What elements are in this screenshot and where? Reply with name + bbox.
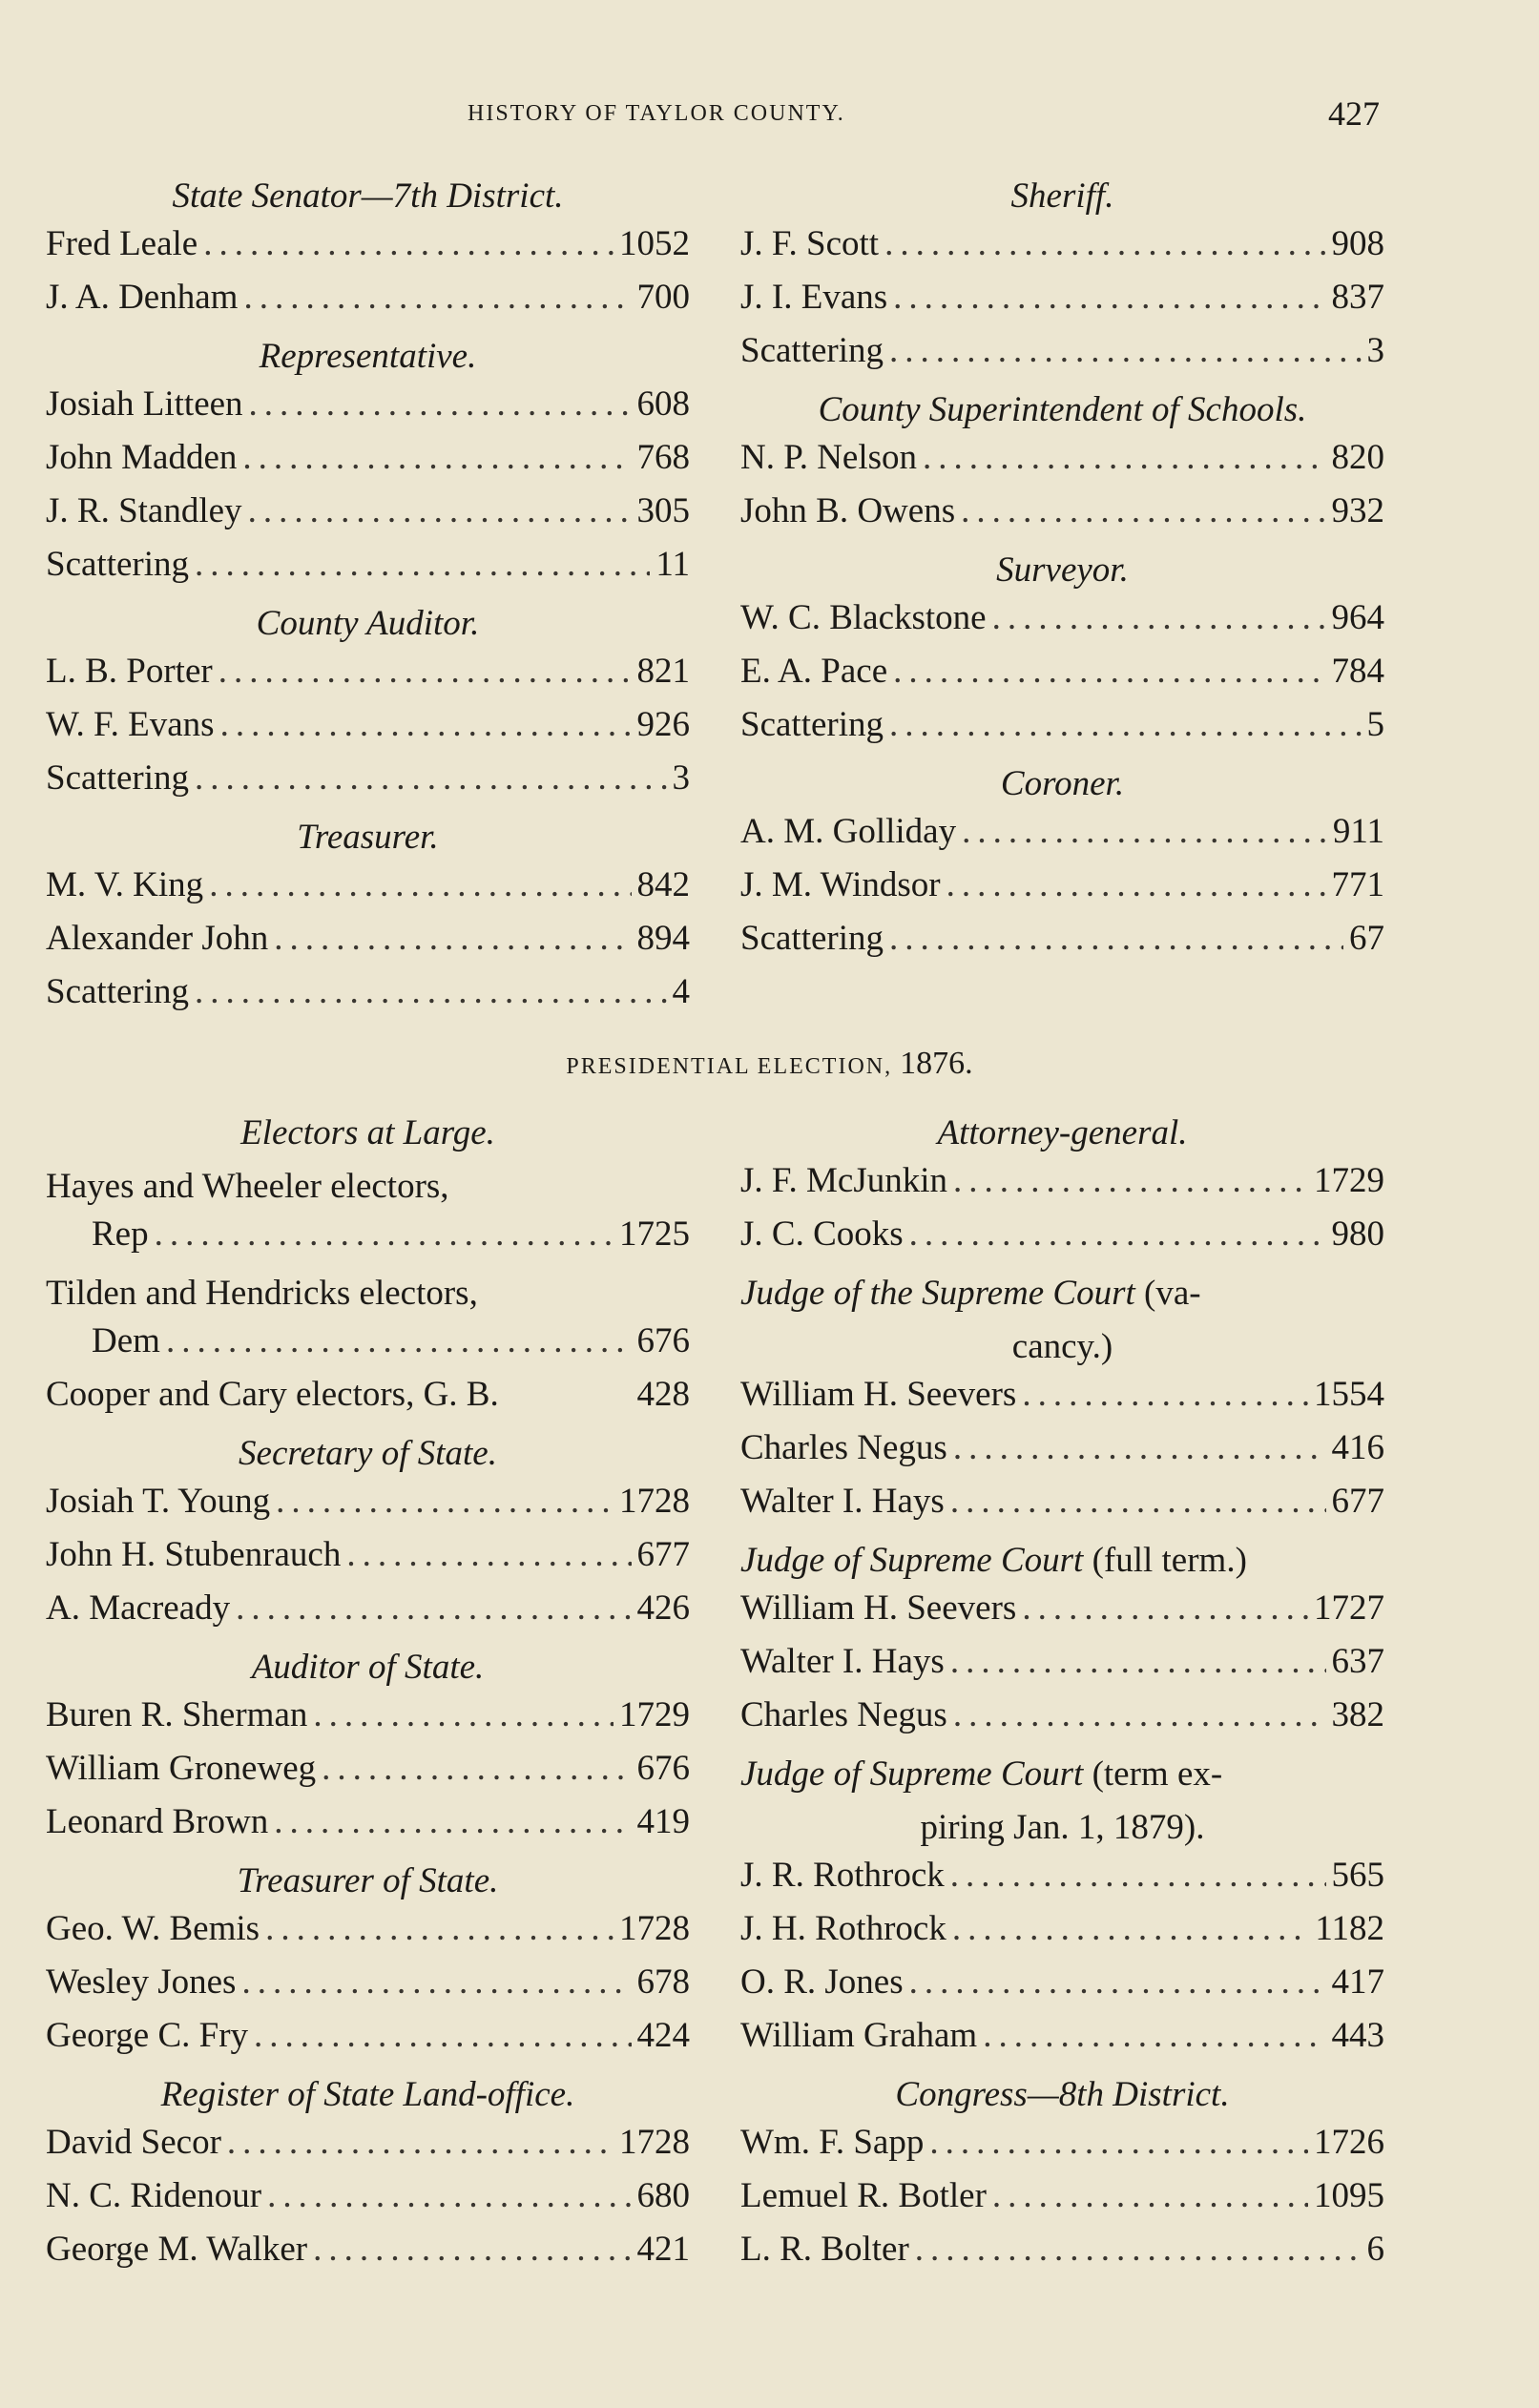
vote-count: 1728: [619, 1482, 690, 1521]
party-name: Dem: [92, 1321, 160, 1360]
candidate-name: Lemuel R. Botler: [740, 2176, 987, 2215]
candidate-name: W. C. Blackstone: [740, 598, 987, 637]
leader-dots: [961, 490, 1325, 531]
leader-dots: [893, 277, 1325, 318]
office-heading: Sheriff.: [1010, 176, 1114, 216]
office-heading: Surveyor.: [996, 550, 1129, 590]
result-line: [46, 2122, 690, 2175]
result-line: [740, 651, 1384, 704]
result-line: [46, 223, 690, 277]
leader-dots: [953, 1694, 1326, 1735]
section-title: [0, 1046, 1539, 1082]
leader-dots: [267, 2175, 631, 2216]
vote-count: 768: [636, 438, 690, 477]
vote-count: 421: [636, 2230, 690, 2269]
leader-dots: [322, 1748, 631, 1789]
candidate-name: John H. Stubenrauch: [46, 1535, 342, 1574]
vote-count: 821: [636, 652, 690, 691]
result-line: [46, 704, 690, 758]
leader-dots: [889, 918, 1343, 959]
vote-count: 676: [636, 1749, 690, 1788]
leader-dots: [953, 1427, 1326, 1468]
result-line: [740, 1588, 1384, 1641]
heading-note: cancy.): [1011, 1327, 1113, 1366]
vote-count: 5: [1366, 705, 1384, 744]
vote-count: 784: [1331, 652, 1384, 691]
vote-count: 1095: [1314, 2176, 1384, 2215]
page-number: 427: [1328, 94, 1380, 133]
office-heading: Judge of Supreme Court: [740, 1541, 1084, 1580]
vote-count: 677: [636, 1535, 690, 1574]
leader-dots: [953, 1160, 1308, 1201]
vote-count: 67: [1349, 919, 1384, 958]
vote-count: 680: [636, 2176, 690, 2215]
vote-count: 4: [672, 972, 690, 1011]
vote-count: 1052: [619, 224, 690, 263]
vote-count: 416: [1331, 1428, 1384, 1467]
result-line: [46, 651, 690, 704]
result-line: [740, 597, 1384, 651]
candidate-name: J. F. Scott: [740, 224, 880, 263]
vote-count: 305: [636, 491, 690, 530]
leader-dots: [227, 2122, 614, 2163]
vote-count: 443: [1331, 2016, 1384, 2055]
result-line: [740, 811, 1384, 864]
candidate-name: W. F. Evans: [46, 705, 215, 744]
result-line: [46, 277, 690, 330]
vote-count: 980: [1331, 1214, 1384, 1254]
section-title-year: 1876.: [900, 1046, 973, 1081]
vote-count: 908: [1331, 224, 1384, 263]
leader-dots: [155, 1214, 614, 1255]
candidate-name: N. C. Ridenour: [46, 2176, 262, 2215]
leader-dots: [236, 1588, 631, 1629]
office-heading: Attorney-general.: [937, 1113, 1188, 1152]
result-line: [46, 1748, 690, 1801]
leader-dots: [195, 544, 650, 585]
heading-note: (term ex-: [1092, 1754, 1223, 1794]
candidate-name: William H. Seevers: [740, 1375, 1017, 1414]
leader-dots: [220, 704, 632, 745]
candidate-name: John B. Owens: [740, 491, 956, 530]
result-line: [740, 864, 1384, 918]
result-line: [46, 1534, 690, 1588]
candidate-name: Fred Leale: [46, 224, 198, 263]
vote-count: 382: [1331, 1695, 1384, 1734]
result-line: [46, 1962, 690, 2015]
result-line: [740, 1481, 1384, 1534]
vote-count: 677: [1331, 1482, 1384, 1521]
result-line: [740, 1908, 1384, 1962]
leader-dots: [346, 1534, 631, 1575]
office-heading-block: [740, 1267, 1384, 1374]
office-heading: County Auditor.: [256, 604, 480, 643]
vote-count: 700: [636, 278, 690, 317]
result-line: [740, 1374, 1384, 1427]
vote-count: 608: [636, 384, 690, 424]
result-line: [740, 223, 1384, 277]
office-heading: Judge of the Supreme Court: [740, 1274, 1135, 1313]
candidate-name: George M. Walker: [46, 2230, 308, 2269]
result-line: [740, 437, 1384, 490]
result-line: [740, 1214, 1384, 1267]
leader-dots: [909, 1214, 1326, 1255]
candidate-name: William Groneweg: [46, 1749, 317, 1788]
office-heading: Coroner.: [1000, 764, 1125, 803]
candidate-name: John Madden: [46, 438, 238, 477]
leader-dots: [276, 1481, 614, 1522]
candidate-name: Scattering: [46, 758, 190, 798]
candidate-name: George C. Fry: [46, 2016, 249, 2055]
candidate-name: Scattering: [46, 972, 190, 1011]
leader-dots: [884, 223, 1325, 264]
office-heading: Representative.: [259, 337, 477, 376]
leader-dots: [1022, 1588, 1308, 1629]
leader-dots: [166, 1320, 632, 1361]
heading-note: (full term.): [1092, 1541, 1247, 1580]
candidate-name: A. M. Golliday: [740, 812, 957, 851]
leader-dots: [889, 330, 1361, 371]
vote-count: 11: [655, 545, 690, 584]
result-line: [46, 1588, 690, 1641]
candidate-name: Josiah Litteen: [46, 384, 243, 424]
leader-dots: [274, 918, 631, 959]
vote-count: 926: [636, 705, 690, 744]
leader-dots: [950, 1641, 1326, 1682]
office-heading: Treasurer of State.: [237, 1861, 499, 1900]
vote-count: 1182: [1315, 1909, 1384, 1948]
leader-dots: [241, 1962, 631, 2003]
leader-dots: [209, 864, 631, 905]
candidate-name: J. M. Windsor: [740, 865, 941, 904]
vote-count: 419: [636, 1802, 690, 1841]
candidate-name: N. P. Nelson: [740, 438, 918, 477]
result-line: [46, 1694, 690, 1748]
candidate-name: Walter I. Hays: [740, 1642, 945, 1681]
leader-dots: [242, 437, 631, 478]
candidate-name: Wm. F. Sapp: [740, 2123, 925, 2162]
candidate-name: Scattering: [740, 919, 884, 958]
result-line: [740, 1962, 1384, 2015]
leader-dots: [962, 811, 1327, 852]
vote-count: 3: [1366, 331, 1384, 370]
candidate-name: Walter I. Hays: [740, 1482, 945, 1521]
office-heading: Secretary of State.: [239, 1434, 497, 1473]
vote-count: 1728: [619, 2123, 690, 2162]
elector-line: Hayes and Wheeler electors,: [46, 1167, 449, 1206]
result-line: [46, 1374, 690, 1427]
party-name: Rep: [92, 1214, 149, 1254]
leader-dots: [952, 1908, 1310, 1949]
vote-count: 426: [636, 1588, 690, 1628]
vote-count: 678: [636, 1962, 690, 2002]
result-line: [46, 971, 690, 1025]
office-heading: Judge of Supreme Court: [740, 1754, 1084, 1794]
vote-count: 1727: [1314, 1588, 1384, 1628]
result-line: [46, 490, 690, 544]
result-line: [46, 1908, 690, 1962]
candidate-name: Josiah T. Young: [46, 1482, 271, 1521]
office-heading-block: [740, 1748, 1384, 1855]
result-line: [46, 437, 690, 490]
vote-count: 3: [672, 758, 690, 798]
office-heading: Auditor of State.: [251, 1648, 485, 1687]
candidate-name: Cooper and Cary electors, G. B.: [46, 1375, 499, 1414]
leader-dots: [313, 1694, 614, 1735]
office-heading-block: [740, 1534, 1384, 1588]
result-line: [740, 1855, 1384, 1908]
leader-dots: [929, 2122, 1308, 2163]
office-heading: State Senator—7th District.: [172, 176, 564, 216]
leader-dots: [1022, 1374, 1308, 1415]
result-line: [46, 1320, 690, 1374]
result-line: [740, 2175, 1384, 2229]
candidate-name: Wesley Jones: [46, 1962, 237, 2002]
result-line: [740, 2122, 1384, 2175]
presidential-left-column: [46, 1107, 690, 2282]
vote-count: 6: [1366, 2230, 1384, 2269]
vote-count: 842: [636, 865, 690, 904]
leader-dots: [889, 704, 1361, 745]
vote-count: 932: [1331, 491, 1384, 530]
leader-dots: [254, 2015, 631, 2056]
result-line: [740, 330, 1384, 384]
candidate-name: L. B. Porter: [46, 652, 213, 691]
result-line: [46, 2175, 690, 2229]
vote-count: 1554: [1314, 1375, 1384, 1414]
leader-dots: [992, 597, 1326, 638]
heading-note: piring Jan. 1, 1879).: [920, 1808, 1205, 1847]
candidate-name: Buren R. Sherman: [46, 1695, 308, 1734]
candidate-name: Scattering: [740, 331, 884, 370]
vote-count: 837: [1331, 278, 1384, 317]
office-heading: Register of State Land-office.: [160, 2075, 575, 2114]
vote-count: 911: [1332, 812, 1384, 851]
presidential-right-column: [740, 1107, 1384, 2282]
county-right-column: [740, 170, 1384, 971]
candidate-name: William H. Seevers: [740, 1588, 1017, 1628]
vote-count: 565: [1331, 1856, 1384, 1895]
candidate-name: Scattering: [46, 545, 190, 584]
office-heading: Congress—8th District.: [895, 2075, 1230, 2114]
result-line: [46, 2229, 690, 2282]
leader-dots: [983, 2015, 1325, 2056]
leader-dots: [923, 437, 1325, 478]
candidate-name: J. C. Cooks: [740, 1214, 904, 1254]
vote-count: 637: [1331, 1642, 1384, 1681]
running-head: [0, 93, 1539, 141]
result-line: [740, 1641, 1384, 1694]
leader-dots: [265, 1908, 614, 1949]
vote-count: 1725: [619, 1214, 690, 1254]
result-line: [740, 918, 1384, 971]
vote-count: 1728: [619, 1909, 690, 1948]
candidate-name: J. I. Evans: [740, 278, 888, 317]
vote-count: 964: [1331, 598, 1384, 637]
candidate-name: J. H. Rothrock: [740, 1909, 946, 1948]
vote-count: 894: [636, 919, 690, 958]
candidate-name: J. F. McJunkin: [740, 1161, 948, 1200]
county-left-column: [46, 170, 690, 1025]
result-line: [740, 704, 1384, 758]
leader-dots: [203, 223, 614, 264]
vote-count: 771: [1331, 865, 1384, 904]
leader-dots: [909, 1962, 1326, 2003]
leader-dots: [274, 1801, 631, 1842]
vote-count: 1729: [1314, 1161, 1384, 1200]
result-line: [740, 490, 1384, 544]
heading-note: (va-: [1144, 1274, 1201, 1313]
candidate-name: J. R. Rothrock: [740, 1856, 945, 1895]
vote-count: 1726: [1314, 2123, 1384, 2162]
candidate-name: A. Macready: [46, 1588, 231, 1628]
candidate-name: David Secor: [46, 2123, 221, 2162]
candidate-name: J. R. Standley: [46, 491, 242, 530]
leader-dots: [249, 384, 632, 425]
candidate-name: O. R. Jones: [740, 1962, 904, 2002]
leader-dots: [950, 1481, 1326, 1522]
result-line: [740, 1427, 1384, 1481]
result-line: [740, 1160, 1384, 1214]
candidate-name: Charles Negus: [740, 1428, 947, 1467]
vote-count: 424: [636, 2016, 690, 2055]
result-line: [46, 2015, 690, 2068]
section-title-text: PRESIDENTIAL ELECTION,: [566, 1054, 893, 1079]
candidate-name: E. A. Pace: [740, 652, 888, 691]
vote-count: 417: [1331, 1962, 1384, 2002]
leader-dots: [218, 651, 632, 692]
leader-dots: [915, 2229, 1362, 2270]
result-line: [46, 384, 690, 437]
result-line: [46, 864, 690, 918]
candidate-name: M. V. King: [46, 865, 204, 904]
candidate-name: Scattering: [740, 705, 884, 744]
elector-line: Tilden and Hendricks electors,: [46, 1274, 478, 1313]
result-line: [740, 277, 1384, 330]
candidate-name: Alexander John: [46, 919, 269, 958]
vote-count: 676: [636, 1321, 690, 1360]
leader-dots: [950, 1855, 1326, 1896]
running-title: HISTORY OF TAYLOR COUNTY.: [468, 101, 845, 126]
result-line: [740, 2229, 1384, 2282]
leader-dots: [195, 971, 666, 1012]
office-heading: Treasurer.: [297, 818, 439, 857]
candidate-name: William Graham: [740, 2016, 978, 2055]
vote-count: 428: [636, 1375, 690, 1414]
result-line: [46, 544, 690, 597]
result-line: [46, 1481, 690, 1534]
leader-dots: [992, 2175, 1308, 2216]
leader-dots: [313, 2229, 631, 2270]
result-line: [46, 1801, 690, 1855]
result-line: [46, 758, 690, 811]
office-heading: County Superintendent of Schools.: [818, 390, 1307, 429]
candidate-name: Geo. W. Bemis: [46, 1909, 260, 1948]
leader-dots: [893, 651, 1325, 692]
leader-dots: [195, 758, 666, 799]
vote-count: 820: [1331, 438, 1384, 477]
candidate-name: Leonard Brown: [46, 1802, 269, 1841]
office-heading: Electors at Large.: [240, 1113, 495, 1152]
candidate-name: Charles Negus: [740, 1695, 947, 1734]
result-line: [740, 2015, 1384, 2068]
result-line: [740, 1694, 1384, 1748]
vote-count: 1729: [619, 1695, 690, 1734]
candidate-name: J. A. Denham: [46, 278, 239, 317]
result-line: [46, 918, 690, 971]
leader-dots: [946, 864, 1326, 905]
result-line: [46, 1214, 690, 1267]
leader-dots: [248, 490, 632, 531]
leader-dots: [243, 277, 631, 318]
candidate-name: L. R. Bolter: [740, 2230, 909, 2269]
